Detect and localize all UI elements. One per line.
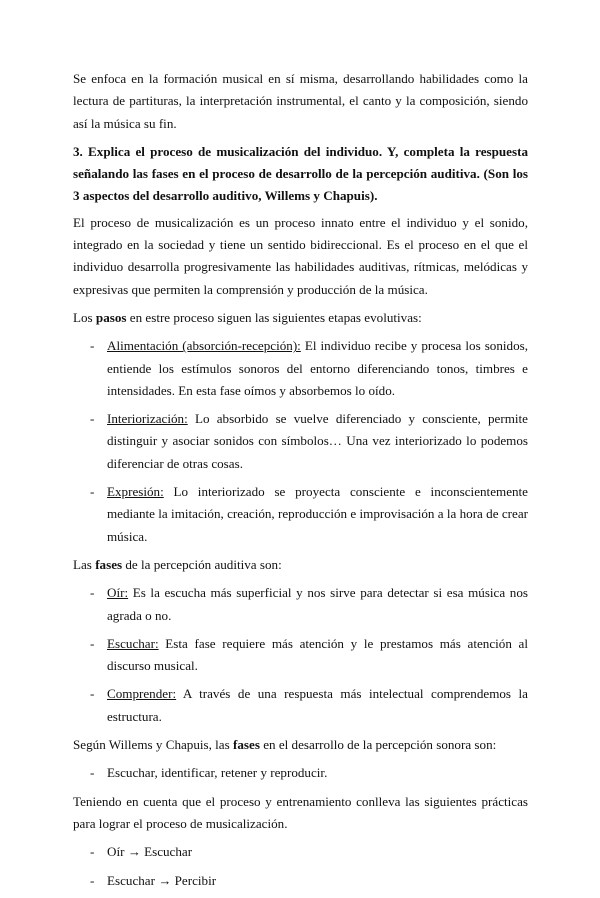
phases-lead-bold: fases (95, 556, 123, 572)
document-body (73, 68, 528, 898)
list-item (73, 633, 528, 678)
list-item-text: A través de una respuesta más intelectual comprendemos la estructura. (107, 686, 528, 724)
steps-lead (73, 307, 528, 329)
list-item-term: Interiorización: (107, 411, 188, 427)
list-item (73, 870, 528, 892)
list-item-text: Lo absorbido se vuelve diferenciado y consciente, permite distinguir y asociar sonidos con símbolos… Una vez interiorizado lo podemos diferenciar de otras cosas. (107, 411, 528, 471)
musicalization-paragraph: El proceso de musicalización es un proceso innato entre el individuo y el sonido, integrado en la sociedad y tiene un sentido bidireccional. Es el proceso en el que el individuo desarrolla progresivamente las habilidades auditivas, rítmicas, melódicas y expresivas que permiten la comprensión y producción de la música. (73, 214, 528, 297)
list-item (73, 841, 528, 863)
list-item (73, 762, 528, 784)
list-dash: - (90, 411, 95, 427)
list-item-text: Escuchar, identificar, retener y reproducir. (107, 765, 328, 781)
list-item-term: Expresión: (107, 484, 164, 500)
list-dash: - (90, 686, 95, 702)
steps-lead-text: Los (73, 309, 96, 325)
list-item-text: Escuchar → Percibir (107, 872, 217, 888)
list-dash: - (90, 585, 95, 601)
list-item-term: Alimentación (absorción-recepción): (107, 338, 301, 354)
willems-lead-bold: fases (233, 737, 260, 753)
phases-lead (73, 554, 528, 576)
list-item-term: Oír: (107, 585, 129, 601)
list-dash: - (90, 635, 95, 651)
list-item (73, 408, 528, 475)
list-item-term: Comprender: (107, 686, 177, 702)
list-dash: - (90, 484, 95, 500)
phases-lead-text-end: de la percepción auditiva son: (122, 556, 282, 572)
list-item-text: El individuo recibe y procesa los sonidos, entiende los estímulos sonoros del entorno diferenciando tonos, timbres e intensidades. En esta fase oímos y absorbemos lo oído. (107, 338, 529, 398)
practices-list (73, 841, 528, 892)
list-item (73, 683, 528, 728)
willems-lead-text-end: en el desarrollo de la percepción sonora son: (259, 737, 497, 753)
intro-paragraph: Se enfoca en la formación musical en sí misma, desarrollando habilidades como la lectura de partituras, la interpretación instrumental, el canto y la composición, siendo así la música su fin. (73, 71, 528, 131)
phases-list (73, 582, 528, 728)
willems-lead (73, 734, 528, 756)
steps-lead-bold: pasos (95, 309, 127, 325)
list-item (73, 335, 528, 402)
list-item-text: Lo interiorizado se proyecta consciente e inconscientemente mediante la imitación, creación, reproducción e improvisación a la hora de crear música. (107, 484, 528, 544)
list-item-text: Esta fase requiere más atención y le prestamos más atención al discurso musical. (107, 635, 528, 674)
practices-lead: Teniendo en cuenta que el proceso y entrenamiento conlleva las siguientes prácticas para lograr el proceso de musicalización. (73, 793, 528, 831)
list-dash: - (90, 338, 95, 354)
willems-lead-text: Según Willems y Chapuis, las (73, 737, 233, 753)
list-dash: - (90, 765, 95, 781)
list-dash: - (90, 844, 95, 860)
phases-lead-text: Las (73, 556, 96, 572)
list-item-text: Es la escucha más superficial y nos sirve para detectar si esa música nos agrada o no. (107, 585, 528, 623)
list-dash: - (90, 872, 95, 888)
steps-list (73, 335, 528, 548)
list-item (73, 481, 528, 548)
willems-list (73, 762, 528, 784)
steps-lead-text-end: en estre proceso siguen las siguientes etapas evolutivas: (126, 309, 422, 325)
list-item (73, 582, 528, 627)
question-heading: 3. Explica el proceso de musicalización del individuo. Y, completa la respuesta señalando las fases en el proceso de desarrollo de la percepción auditiva. (Son los 3 aspectos del desarrollo auditivo, Willems y Chapuis). (73, 143, 528, 204)
list-item-text: Oír → Escuchar (107, 844, 193, 860)
list-item-term: Escuchar: (107, 635, 159, 651)
